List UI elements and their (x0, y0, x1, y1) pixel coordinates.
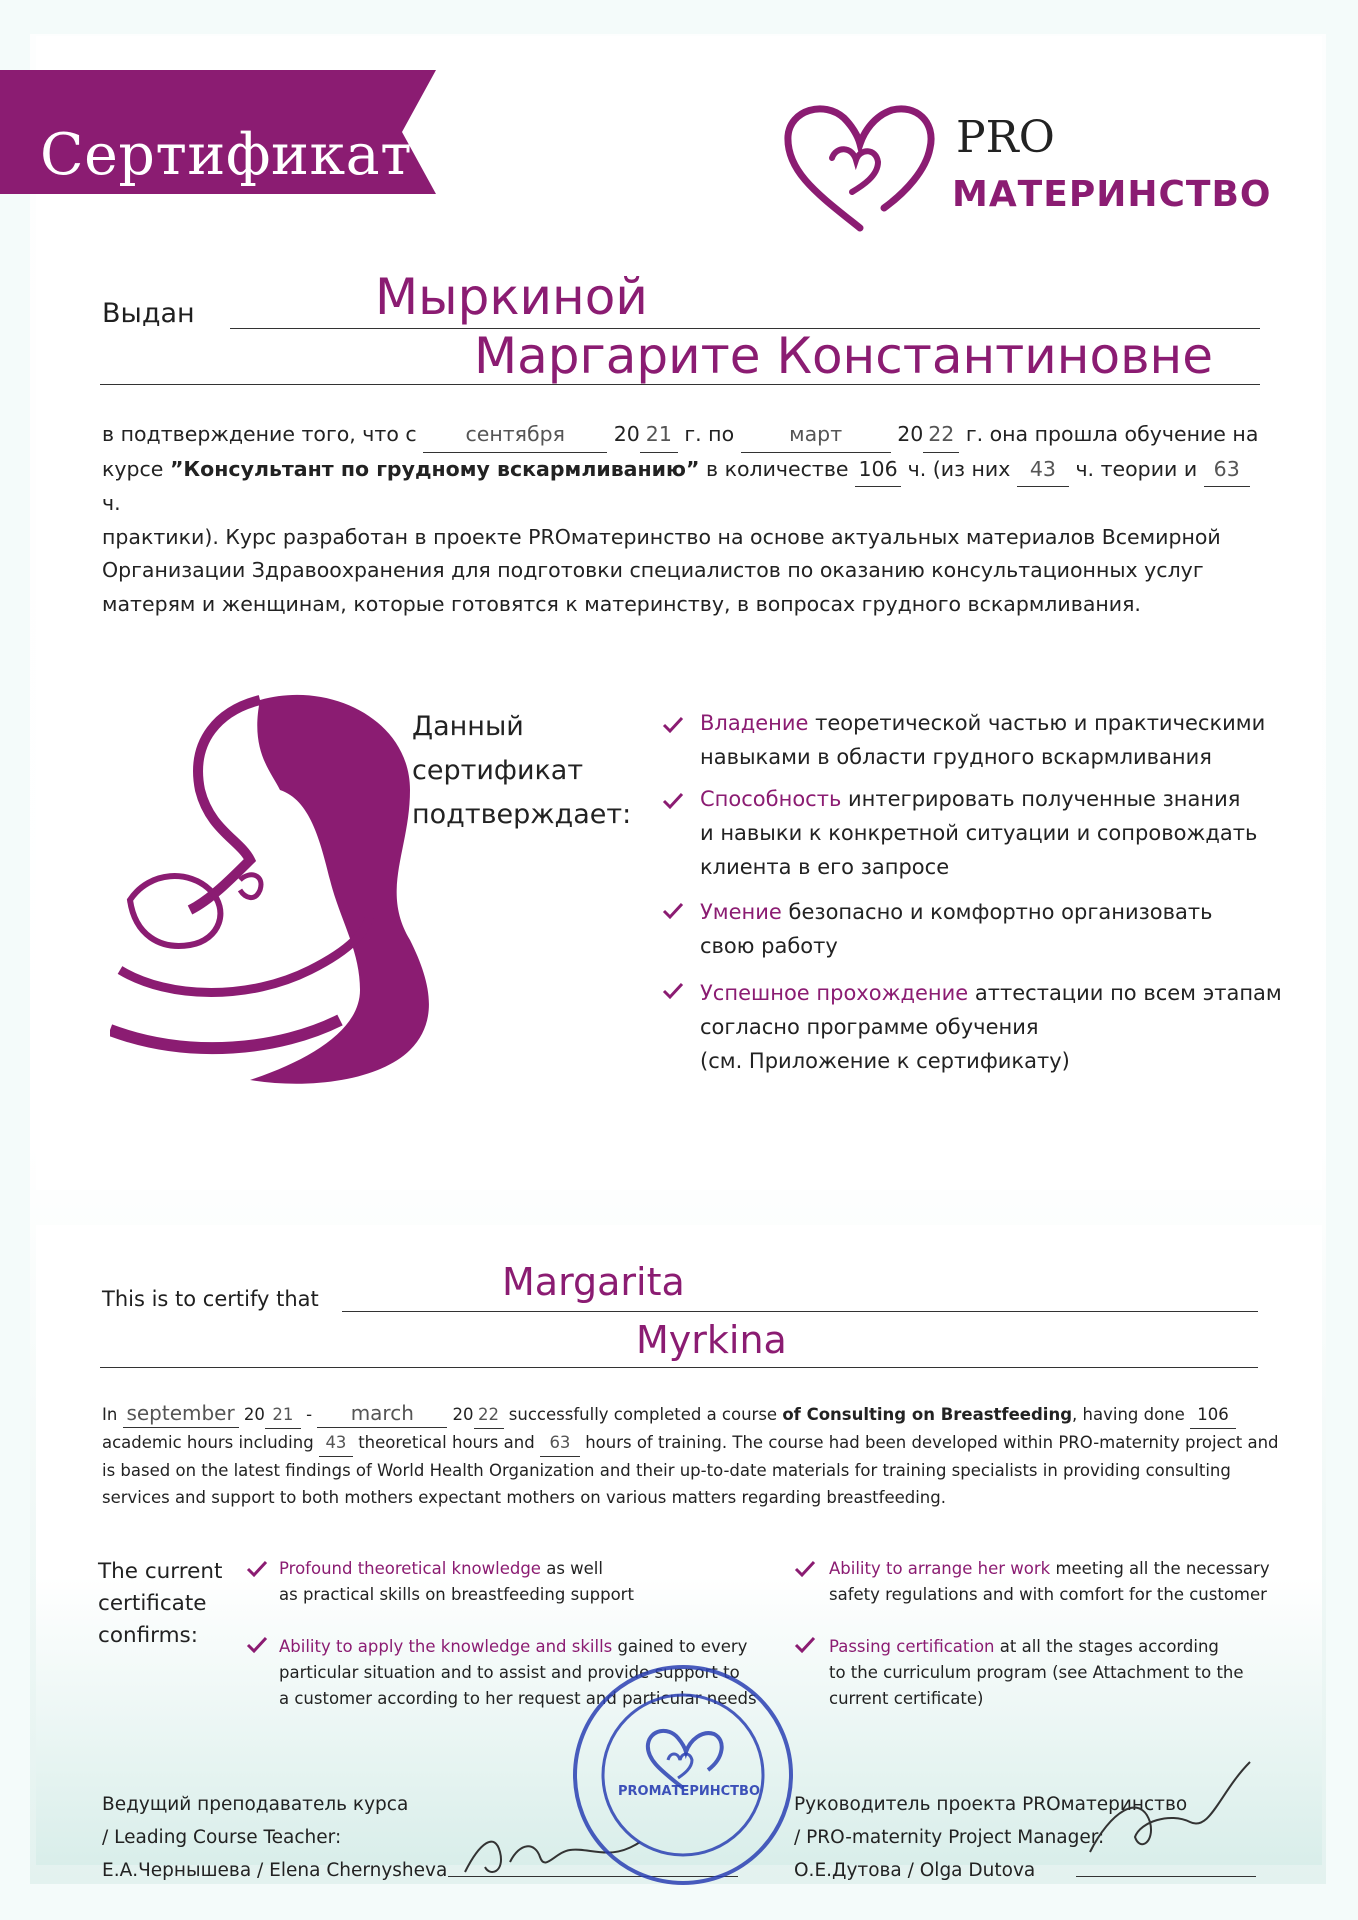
course-description-en (102, 1400, 1282, 1511)
text: и навыки к конкретной ситуации и сопровождать (700, 821, 1258, 845)
confirms-heading-ru (412, 705, 631, 837)
start-month: сентября (423, 418, 607, 453)
text: hours of training. The course had been developed within PRO-maternity project and (585, 1433, 1279, 1452)
text: свою работу (700, 934, 838, 958)
text: Способность (700, 787, 842, 811)
practice-hours: 63 (1204, 453, 1250, 488)
text: Passing certification (829, 1637, 995, 1656)
certify-label: This is to certify that (102, 1287, 319, 1311)
text: безопасно и комфортно организовать (781, 900, 1213, 924)
text: Profound theoretical knowledge (279, 1559, 541, 1578)
recipient-name-en-2: Myrkina (636, 1318, 787, 1362)
text: сертификат (412, 755, 584, 786)
recipient-name-en-1: Margarita (502, 1260, 685, 1304)
text: ч. (102, 491, 121, 515)
check-icon (662, 902, 684, 920)
confirms-heading-en (98, 1556, 222, 1652)
certificate-title: Сертификат (40, 122, 413, 188)
text: confirms: (98, 1623, 198, 1648)
check-icon (794, 1636, 816, 1654)
text: Ability to apply the knowledge and skills (279, 1637, 613, 1656)
text: г. по (684, 422, 735, 446)
text: services and support to both mothers expectant mothers on various matters regarding breastfeeding. (102, 1488, 946, 1507)
course-description-ru (102, 418, 1272, 621)
text: Организации Здравоохранения для подготовки специалистов по оказанию консультационных услуг (102, 558, 1204, 582)
text: In (102, 1405, 118, 1424)
confirm-item-ru-2 (700, 782, 1257, 884)
text: Умение (700, 900, 782, 924)
text: to the curriculum program (see Attachment to the (829, 1663, 1244, 1682)
name-underline-en (342, 1311, 1258, 1312)
text: Данный (412, 711, 524, 742)
manager-signature (1080, 1752, 1260, 1872)
text: Е.А.Чернышева / Elena Chernysheva (102, 1860, 448, 1881)
text: 20 (897, 422, 924, 446)
text: навыками в области грудного вскармливания (700, 745, 1212, 769)
start-year-en: 21 (265, 1401, 301, 1429)
start-year: 21 (640, 418, 678, 453)
stamp-label: PROМАТЕРИНСТВО (618, 1784, 760, 1799)
confirm-item-ru-1 (700, 706, 1265, 774)
theory-hours: 43 (1017, 453, 1069, 488)
text: 20 (613, 422, 640, 446)
text: / Leading Course Teacher: (102, 1827, 342, 1848)
total-hours: 106 (855, 453, 901, 488)
confirm-item-ru-3 (700, 895, 1212, 963)
theory-hours-en: 43 (319, 1429, 353, 1457)
text: согласно программе обучения (700, 1015, 1039, 1039)
text: теоретической частью и практическими (808, 711, 1266, 735)
text: current certificate) (829, 1689, 984, 1708)
text: 20 (243, 1405, 265, 1424)
text: практики). Курс разработан в проекте PROматеринство на основе актуальных материалов Всемирной (102, 524, 1221, 549)
text: successfully completed a course (508, 1405, 778, 1424)
end-year: 22 (923, 418, 959, 453)
confirm-item-en-4 (829, 1634, 1244, 1712)
text: is based on the latest findings of World Health Organization and their up-to-date materials for training specialists in providing consulting (102, 1461, 1231, 1480)
text: Руководитель проекта PROматеринство (794, 1794, 1188, 1815)
brand-pro: PRO (956, 112, 1055, 163)
course-name: ”Консультант по грудному вскармливанию” (169, 456, 700, 481)
text: 20 (452, 1405, 474, 1424)
text: г. она прошла обучение на (965, 422, 1259, 446)
heart-logo-icon (780, 96, 940, 236)
official-stamp-seal (568, 1660, 798, 1890)
text: safety regulations and with comfort for the customer (829, 1585, 1267, 1604)
practice-hours-en: 63 (540, 1429, 580, 1457)
text: meeting all the necessary (1050, 1559, 1270, 1578)
confirm-item-en-1 (279, 1556, 634, 1608)
recipient-name-ru-1: Мыркиной (375, 268, 648, 326)
text: gained to every (612, 1637, 748, 1656)
text: матерям и женщинам, которые готовятся к материнству, в вопросах грудного вскармливания. (102, 591, 1141, 616)
text: подтверждает: (412, 799, 632, 830)
text: The current (98, 1559, 223, 1584)
text: theoretical hours and (358, 1433, 535, 1452)
brand-name: МАТЕРИНСТВО (952, 174, 1272, 215)
text: / PRO-maternity Project Manager: (794, 1827, 1105, 1848)
text: интегрировать полученные знания (841, 787, 1241, 811)
recipient-name-ru-2: Маргарите Константиновне (474, 327, 1213, 385)
course-name-en: of Consulting on Breastfeeding (782, 1405, 1073, 1424)
text: at all the stages according (994, 1637, 1219, 1656)
check-icon (794, 1560, 816, 1578)
end-month-en: march (317, 1400, 447, 1428)
manager-signature-line (1076, 1876, 1256, 1877)
text: ч. (из них (907, 456, 1011, 481)
text: Ведущий преподаватель курса (102, 1794, 409, 1815)
text: аттестации по всем этапам (968, 981, 1282, 1005)
teacher-signature-block (102, 1788, 447, 1887)
text: (см. Приложение к сертификату) (700, 1049, 1070, 1073)
text: certificate (98, 1591, 207, 1616)
total-hours-en: 106 (1190, 1401, 1236, 1429)
text: particular situation and to assist and provide support to (279, 1663, 740, 1682)
end-year-en: 22 (474, 1401, 504, 1429)
end-month: март (741, 418, 891, 453)
check-icon (662, 716, 684, 734)
check-icon (246, 1636, 268, 1654)
text: О.Е.Дутова / Olga Dutova (794, 1860, 1036, 1881)
text: курсе (102, 456, 164, 481)
check-icon (246, 1560, 268, 1578)
issued-label: Выдан (102, 298, 195, 329)
check-icon (662, 982, 684, 1000)
text: ч. теории и (1075, 456, 1198, 481)
confirm-item-ru-4 (700, 976, 1282, 1078)
text: as practical skills on breastfeeding support (279, 1585, 634, 1604)
text: Ability to arrange her work (829, 1559, 1051, 1578)
text: as well (540, 1559, 603, 1578)
text: клиента в его запросе (700, 855, 950, 879)
text: , having done (1072, 1405, 1185, 1424)
confirm-item-en-3 (829, 1556, 1270, 1608)
text: Владение (700, 711, 809, 735)
text: в количестве (705, 456, 849, 481)
text: a customer according to her request and particular needs (279, 1689, 757, 1708)
text: Успешное прохождение (700, 981, 969, 1005)
start-month-en: september (123, 1400, 239, 1428)
text: academic hours including (102, 1433, 314, 1452)
text: - (306, 1405, 313, 1424)
text: в подтверждение того, что с (102, 422, 417, 446)
name-underline-en-2 (100, 1367, 1258, 1368)
check-icon (662, 792, 684, 810)
